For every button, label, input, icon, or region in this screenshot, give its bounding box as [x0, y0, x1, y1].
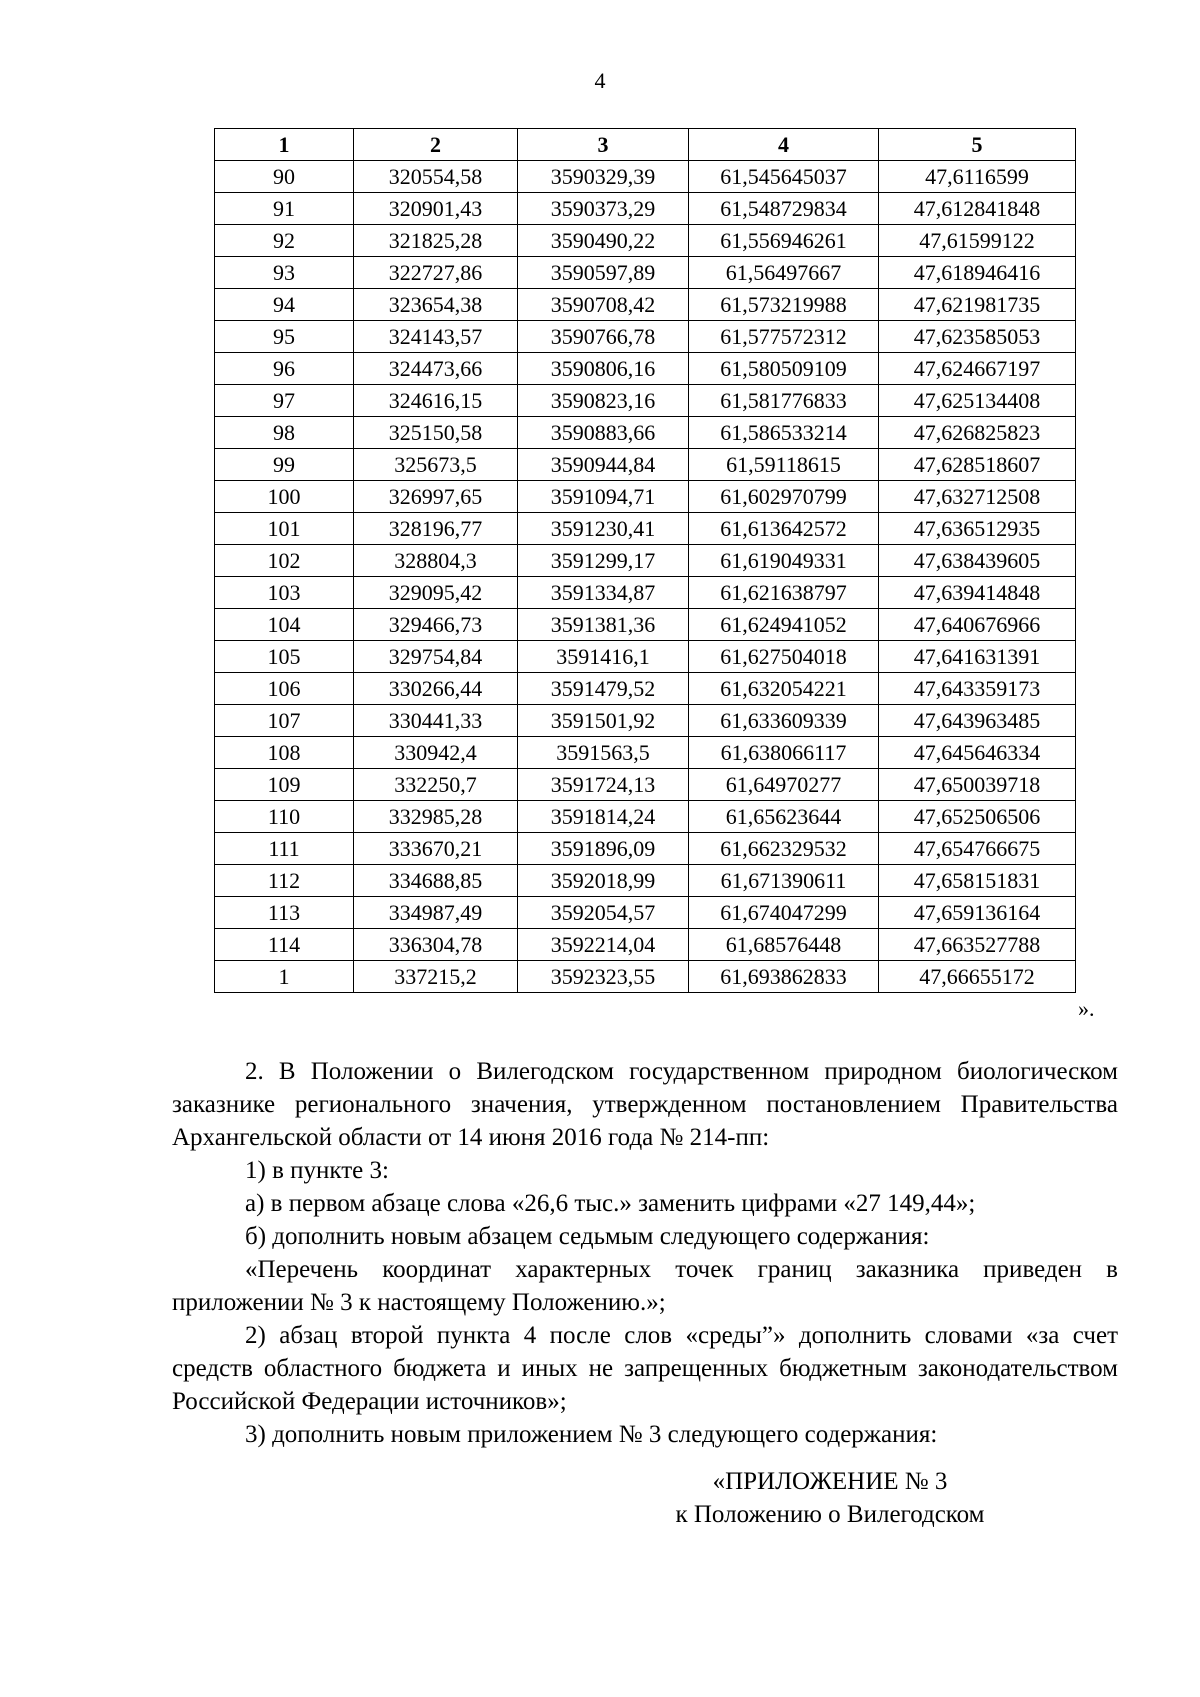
table-cell: 47,626825823 — [879, 417, 1076, 449]
table-cell: 3592214,04 — [518, 929, 689, 961]
table-cell: 3591501,92 — [518, 705, 689, 737]
table-cell: 105 — [215, 641, 354, 673]
table-cell: 47,6116599 — [879, 161, 1076, 193]
table-cell: 3590823,16 — [518, 385, 689, 417]
table-cell: 3590597,89 — [518, 257, 689, 289]
appendix-title: «ПРИЛОЖЕНИЕ № 3 — [712, 1468, 948, 1495]
table-cell: 61,556946261 — [689, 225, 879, 257]
table-cell: 3591230,41 — [518, 513, 689, 545]
appendix-heading — [600, 1465, 1060, 1531]
table-cell: 61,64970277 — [689, 769, 879, 801]
table-row — [215, 449, 1076, 481]
table-row — [215, 161, 1076, 193]
appendix-subtitle: к Положению о Вилегодском — [675, 1501, 985, 1528]
column-header: 3 — [518, 129, 689, 161]
table-cell: 3591416,1 — [518, 641, 689, 673]
table-cell: 107 — [215, 705, 354, 737]
table-cell: 47,621981735 — [879, 289, 1076, 321]
table-cell: 61,662329532 — [689, 833, 879, 865]
table-cell: 47,650039718 — [879, 769, 1076, 801]
table-row — [215, 705, 1076, 737]
table-row — [215, 257, 1076, 289]
table-cell: 61,627504018 — [689, 641, 879, 673]
paragraph: «Перечень координат характерных точек границ заказника приведен в приложении № 3 к настоящему Положению.»; — [172, 1256, 1118, 1316]
table-cell: 113 — [215, 897, 354, 929]
table-cell: 101 — [215, 513, 354, 545]
table-cell: 61,545645037 — [689, 161, 879, 193]
table-row — [215, 193, 1076, 225]
table-cell: 324616,15 — [354, 385, 518, 417]
table-cell: 114 — [215, 929, 354, 961]
table-cell: 329466,73 — [354, 609, 518, 641]
paragraph: 2) абзац второй пункта 4 после слов «среды”» дополнить словами «за счет средств областного бюджета и иных не запрещенных бюджетным законодательством Российской Федерации источников»; — [172, 1322, 1118, 1415]
table-cell: 99 — [215, 449, 354, 481]
table-cell: 106 — [215, 673, 354, 705]
table-cell: 47,643963485 — [879, 705, 1076, 737]
column-header: 2 — [354, 129, 518, 161]
table-row — [215, 801, 1076, 833]
table-cell: 61,581776833 — [689, 385, 879, 417]
table-cell: 100 — [215, 481, 354, 513]
paragraph: б) дополнить новым абзацем седьмым следующего содержания: — [245, 1223, 930, 1250]
table-cell: 3591814,24 — [518, 801, 689, 833]
table-cell: 3591724,13 — [518, 769, 689, 801]
table-cell: 61,621638797 — [689, 577, 879, 609]
table-cell: 332250,7 — [354, 769, 518, 801]
table-row — [215, 513, 1076, 545]
table-cell: 61,638066117 — [689, 737, 879, 769]
table-row — [215, 545, 1076, 577]
table-cell: 61,548729834 — [689, 193, 879, 225]
table-row — [215, 769, 1076, 801]
coordinates-table — [214, 128, 1076, 993]
table-cell: 3592323,55 — [518, 961, 689, 993]
table-cell: 47,623585053 — [879, 321, 1076, 353]
table-cell: 3591299,17 — [518, 545, 689, 577]
table-cell: 47,636512935 — [879, 513, 1076, 545]
table-cell: 3590766,78 — [518, 321, 689, 353]
table-cell: 3591381,36 — [518, 609, 689, 641]
table-cell: 3590490,22 — [518, 225, 689, 257]
table-cell: 3591896,09 — [518, 833, 689, 865]
column-header: 4 — [689, 129, 879, 161]
table-row — [215, 961, 1076, 993]
table-row — [215, 321, 1076, 353]
table-cell: 47,654766675 — [879, 833, 1076, 865]
table-row — [215, 641, 1076, 673]
table-cell: 61,586533214 — [689, 417, 879, 449]
table-cell: 110 — [215, 801, 354, 833]
table-cell: 61,619049331 — [689, 545, 879, 577]
table-cell: 103 — [215, 577, 354, 609]
table-cell: 61,602970799 — [689, 481, 879, 513]
paragraph: 1) в пункте 3: — [245, 1157, 389, 1184]
table-cell: 333670,21 — [354, 833, 518, 865]
table-cell: 92 — [215, 225, 354, 257]
table-cell: 326997,65 — [354, 481, 518, 513]
table-cell: 47,612841848 — [879, 193, 1076, 225]
table-body — [215, 161, 1076, 993]
table-cell: 325150,58 — [354, 417, 518, 449]
table-cell: 3590806,16 — [518, 353, 689, 385]
table-cell: 104 — [215, 609, 354, 641]
table-cell: 108 — [215, 737, 354, 769]
table-row — [215, 929, 1076, 961]
table-cell: 61,693862833 — [689, 961, 879, 993]
closing-quote: ». — [1078, 996, 1095, 1021]
table-cell: 3591563,5 — [518, 737, 689, 769]
table-cell: 109 — [215, 769, 354, 801]
table-cell: 320901,43 — [354, 193, 518, 225]
table-cell: 329095,42 — [354, 577, 518, 609]
table-cell: 47,628518607 — [879, 449, 1076, 481]
table-row — [215, 737, 1076, 769]
table-cell: 61,674047299 — [689, 897, 879, 929]
table-cell: 3590373,29 — [518, 193, 689, 225]
table-cell: 47,640676966 — [879, 609, 1076, 641]
table-cell: 96 — [215, 353, 354, 385]
table-cell: 47,641631391 — [879, 641, 1076, 673]
table-cell: 61,577572312 — [689, 321, 879, 353]
table-cell: 321825,28 — [354, 225, 518, 257]
table-cell: 3590329,39 — [518, 161, 689, 193]
table-cell: 334688,85 — [354, 865, 518, 897]
column-header: 5 — [879, 129, 1076, 161]
table-row — [215, 577, 1076, 609]
table-cell: 47,624667197 — [879, 353, 1076, 385]
table-cell: 95 — [215, 321, 354, 353]
table-header-row — [215, 129, 1076, 161]
table-cell: 325673,5 — [354, 449, 518, 481]
table-cell: 61,59118615 — [689, 449, 879, 481]
table-cell: 47,618946416 — [879, 257, 1076, 289]
table-cell: 322727,86 — [354, 257, 518, 289]
table-row — [215, 225, 1076, 257]
table-cell: 61,580509109 — [689, 353, 879, 385]
table-row — [215, 353, 1076, 385]
table-cell: 61,671390611 — [689, 865, 879, 897]
table-cell: 336304,78 — [354, 929, 518, 961]
table-cell: 94 — [215, 289, 354, 321]
table-cell: 3592018,99 — [518, 865, 689, 897]
table-row — [215, 417, 1076, 449]
table-cell: 330266,44 — [354, 673, 518, 705]
table-cell: 324143,57 — [354, 321, 518, 353]
table-cell: 111 — [215, 833, 354, 865]
page-number: 4 — [594, 68, 606, 93]
table-cell: 98 — [215, 417, 354, 449]
table-row — [215, 289, 1076, 321]
column-header: 1 — [215, 129, 354, 161]
table-cell: 61,632054221 — [689, 673, 879, 705]
table-cell: 61,633609339 — [689, 705, 879, 737]
table-cell: 47,66655172 — [879, 961, 1076, 993]
table-row — [215, 833, 1076, 865]
table-cell: 47,632712508 — [879, 481, 1076, 513]
table-cell: 47,658151831 — [879, 865, 1076, 897]
table-row — [215, 385, 1076, 417]
table-cell: 61,573219988 — [689, 289, 879, 321]
table-cell: 47,61599122 — [879, 225, 1076, 257]
table-cell: 328196,77 — [354, 513, 518, 545]
table-cell: 330441,33 — [354, 705, 518, 737]
table-row — [215, 897, 1076, 929]
table-cell: 93 — [215, 257, 354, 289]
table-cell: 3590944,84 — [518, 449, 689, 481]
table-cell: 332985,28 — [354, 801, 518, 833]
table-cell: 61,65623644 — [689, 801, 879, 833]
table-cell: 3592054,57 — [518, 897, 689, 929]
table-cell: 47,645646334 — [879, 737, 1076, 769]
paragraph: 2. В Положении о Вилегодском государственном природном биологическом заказнике регионального значения, утвержденном постановлением Правительства Архангельской области от 14 июня 2016 года № 214-пп: — [172, 1058, 1118, 1151]
table-cell: 328804,3 — [354, 545, 518, 577]
table-cell: 3591094,71 — [518, 481, 689, 513]
table-cell: 334987,49 — [354, 897, 518, 929]
table-cell: 47,638439605 — [879, 545, 1076, 577]
table-cell: 320554,58 — [354, 161, 518, 193]
table-cell: 3590883,66 — [518, 417, 689, 449]
table-cell: 1 — [215, 961, 354, 993]
table-cell: 3591334,87 — [518, 577, 689, 609]
table-cell: 97 — [215, 385, 354, 417]
table-cell: 337215,2 — [354, 961, 518, 993]
table-cell: 61,624941052 — [689, 609, 879, 641]
table-cell: 330942,4 — [354, 737, 518, 769]
table-cell: 3591479,52 — [518, 673, 689, 705]
table-row — [215, 865, 1076, 897]
table-cell: 47,643359173 — [879, 673, 1076, 705]
table-cell: 102 — [215, 545, 354, 577]
table-cell: 47,625134408 — [879, 385, 1076, 417]
table-cell: 329754,84 — [354, 641, 518, 673]
table-cell: 91 — [215, 193, 354, 225]
table-cell: 3590708,42 — [518, 289, 689, 321]
table-row — [215, 673, 1076, 705]
table-cell: 47,639414848 — [879, 577, 1076, 609]
table-cell: 90 — [215, 161, 354, 193]
table-row — [215, 609, 1076, 641]
table-row — [215, 481, 1076, 513]
table-cell: 324473,66 — [354, 353, 518, 385]
table-cell: 61,68576448 — [689, 929, 879, 961]
table-cell: 61,56497667 — [689, 257, 879, 289]
table-cell: 112 — [215, 865, 354, 897]
paragraph: а) в первом абзаце слова «26,6 тыс.» заменить цифрами «27 149,44»; — [245, 1190, 976, 1217]
table-cell: 47,663527788 — [879, 929, 1076, 961]
table-cell: 47,652506506 — [879, 801, 1076, 833]
table-cell: 323654,38 — [354, 289, 518, 321]
body-text — [172, 1055, 1118, 1451]
table-cell: 47,659136164 — [879, 897, 1076, 929]
paragraph: 3) дополнить новым приложением № 3 следующего содержания: — [245, 1421, 938, 1448]
table-cell: 61,613642572 — [689, 513, 879, 545]
